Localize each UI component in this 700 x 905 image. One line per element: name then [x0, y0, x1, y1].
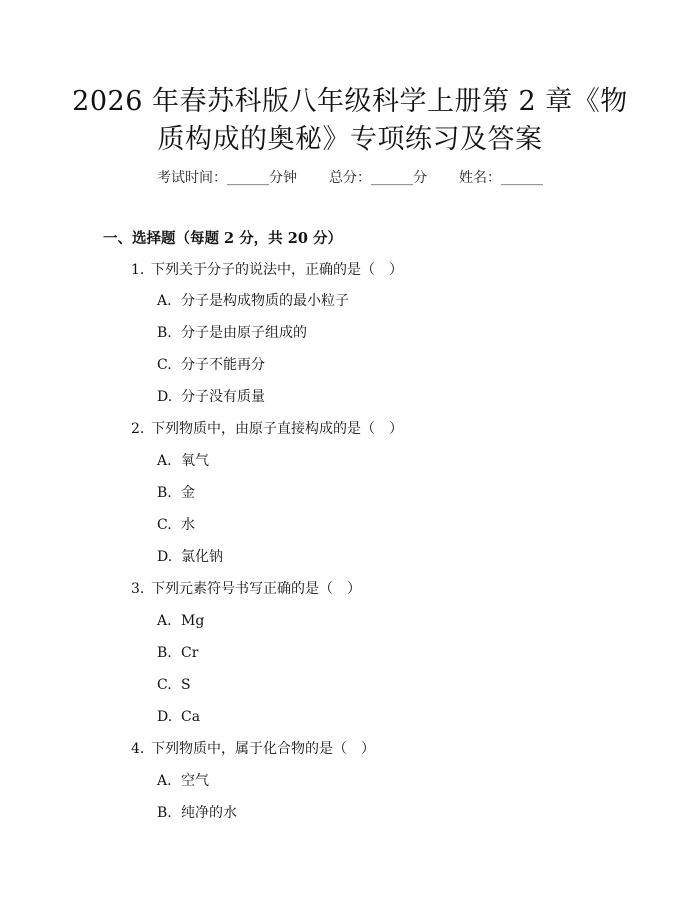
- option-text: Ca: [181, 709, 201, 725]
- option-text: 分子是由原子组成的: [181, 325, 307, 341]
- question-2-option-b: [157, 483, 195, 503]
- question-2-option-a: [157, 451, 209, 471]
- option-text: 分子不能再分: [181, 357, 265, 373]
- question-number: 3.: [131, 581, 145, 597]
- option-text: Cr: [181, 645, 199, 661]
- option-text: Mg: [181, 613, 205, 629]
- question-4-option-b: [157, 803, 237, 823]
- option-letter: C.: [157, 357, 172, 373]
- question-number: 1.: [131, 262, 145, 278]
- section-heading: 一、选择题（每题 2 分，共 20 分）: [103, 230, 342, 247]
- option-text: 纯净的水: [181, 805, 237, 821]
- option-letter: A.: [157, 453, 172, 469]
- option-letter: A.: [157, 613, 172, 629]
- option-letter: B.: [157, 325, 172, 341]
- exam-student-name: 姓名：______: [459, 170, 543, 186]
- document-title-line-1: 2026 年春苏科版八年级科学上册第 2 章《物: [72, 86, 628, 117]
- option-letter: B.: [157, 645, 172, 661]
- question-1: [131, 260, 403, 280]
- question-3-option-b: [157, 643, 198, 663]
- question-1-option-c: [157, 355, 265, 375]
- question-text: 下列物质中，由原子直接构成的是（ ）: [151, 421, 403, 437]
- question-2: [131, 419, 403, 439]
- option-letter: D.: [157, 389, 173, 405]
- question-number: 4.: [131, 741, 145, 757]
- option-text: 水: [181, 517, 195, 533]
- exam-time: 考试时间：______分钟: [157, 170, 297, 186]
- option-text: 氯化钠: [181, 549, 223, 565]
- option-text: 氧气: [181, 453, 209, 469]
- option-text: 空气: [181, 773, 209, 789]
- question-4: [131, 739, 375, 759]
- question-3: [131, 579, 361, 599]
- option-letter: A.: [157, 293, 172, 309]
- question-text: 下列关于分子的说法中，正确的是（ ）: [151, 262, 403, 278]
- option-letter: B.: [157, 485, 172, 501]
- option-text: S: [181, 677, 191, 693]
- question-1-option-b: [157, 323, 307, 343]
- option-letter: D.: [157, 709, 173, 725]
- question-2-option-c: [157, 515, 195, 535]
- option-letter: A.: [157, 773, 172, 789]
- question-2-option-d: [157, 547, 223, 567]
- exam-total-score: 总分：______分: [329, 170, 427, 186]
- question-3-option-d: [157, 707, 200, 727]
- option-letter: C.: [157, 677, 172, 693]
- option-letter: D.: [157, 549, 173, 565]
- option-text: 分子没有质量: [181, 389, 265, 405]
- question-text: 下列元素符号书写正确的是（ ）: [151, 581, 361, 597]
- option-letter: C.: [157, 517, 172, 533]
- question-1-option-d: [157, 387, 265, 407]
- option-text: 分子是构成物质的最小粒子: [181, 293, 349, 309]
- question-3-option-a: [157, 611, 204, 631]
- question-text: 下列物质中，属于化合物的是（ ）: [151, 741, 375, 757]
- option-letter: B.: [157, 805, 172, 821]
- question-number: 2.: [131, 421, 145, 437]
- question-4-option-a: [157, 771, 209, 791]
- question-1-option-a: [157, 291, 349, 311]
- option-text: 金: [181, 485, 195, 501]
- exam-meta: [0, 168, 700, 188]
- question-3-option-c: [157, 675, 191, 695]
- document-title-line-2: 质构成的奥秘》专项练习及答案: [157, 124, 543, 155]
